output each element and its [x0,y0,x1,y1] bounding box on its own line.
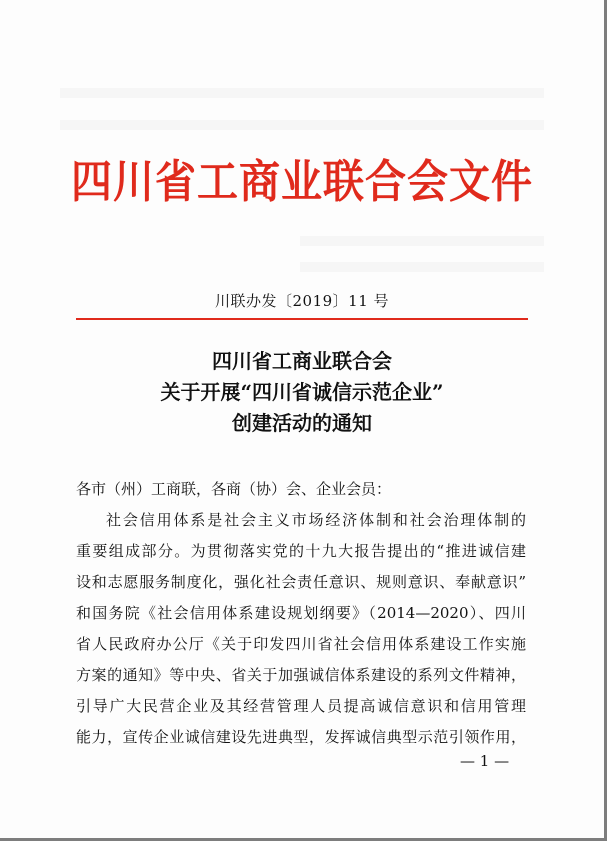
title-line: 关于开展“四川省诚信示范企业” [160,380,444,404]
notice-title [0,346,604,439]
document-number: 川联办发〔2019〕11 号 [214,292,390,310]
bleed-through-line [300,236,544,246]
salutation: 各市（州）工商联，各商（协）会、企业会员： [76,480,392,498]
title-line: 四川省工商业联合会 [212,349,392,373]
bleed-through-line [60,120,544,130]
paragraph-line: 能力，宣传企业诚信建设先进典型，发挥诚信典型示范引领作用， [76,728,526,746]
notice-body [76,474,526,753]
bleed-through-line [300,262,544,272]
page-number: — 1 — [460,752,510,770]
paragraph-line: 方案的通知》等中央、省关于加强诚信体系建设的系列文件精神， [76,666,526,684]
bleed-through-line [60,88,544,98]
paragraph-line: 和国务院《社会信用体系建设规划纲要》（2014—2020）、四川 [76,604,526,622]
paragraph-line: 重要组成部分。为贯彻落实党的十九大报告提出的“推进诚信建 [76,542,526,560]
document-masthead: 四川省工商业联合会文件 [71,154,533,208]
paragraph-line: 省人民政府办公厅《关于印发四川省社会信用体系建设工作实施 [76,635,526,653]
paragraph-line: 设和志愿服务制度化，强化社会责任意识、规则意识、奉献意识” [76,573,526,591]
title-line: 创建活动的通知 [232,411,372,435]
paragraph-line: 社会信用体系是社会主义市场经济体制和社会治理体制的 [106,511,526,529]
red-divider-line [76,318,528,320]
paragraph-line: 引导广大民营企业及其经营管理人员提高诚信意识和信用管理 [76,697,526,715]
